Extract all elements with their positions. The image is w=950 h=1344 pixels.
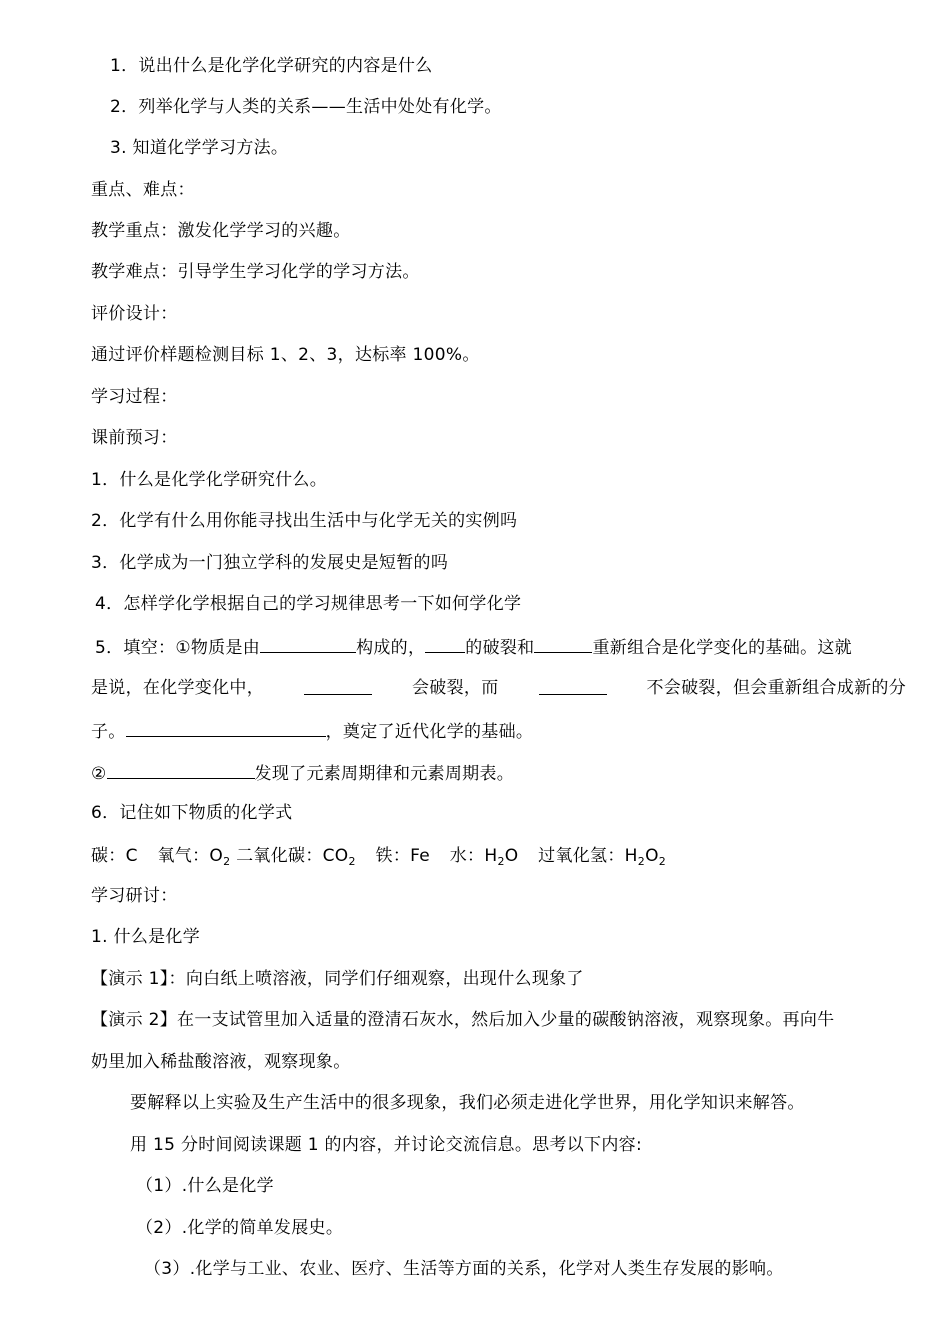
answer-blank[interactable] bbox=[107, 760, 255, 779]
question-3: （3）.化学与工业、农业、医疗、生活等方面的关系，化学对人类生存发展的影响。 bbox=[144, 1259, 784, 1279]
formula-oxygen: 氧气：$O_2$ bbox=[157, 846, 231, 868]
fill-in-line-2 bbox=[91, 676, 906, 700]
formula-water: 水：$H_2O$ bbox=[449, 846, 519, 868]
study-item-1: 1. 什么是化学 bbox=[91, 927, 201, 947]
preview-item-2: 2．化学有什么用你能寻找出生活中与化学无关的实例吗 bbox=[91, 511, 518, 531]
fill-in-text: 子。 bbox=[91, 722, 126, 742]
objective-2: 2．列举化学与人类的关系——生活中处处有化学。 bbox=[110, 97, 502, 117]
preview-item-4: 4．怎样学化学根据自己的学习规律思考一下如何学化学 bbox=[95, 594, 522, 614]
explain-text: 要解释以上实验及生产生活中的很多现象，我们必须走进化学世界，用化学知识来解答。 bbox=[130, 1093, 805, 1113]
formula-co2: 二氧化碳：$CO_2$ bbox=[236, 846, 356, 868]
answer-blank[interactable] bbox=[126, 718, 326, 737]
objective-1: 1．说出什么是化学化学研究的内容是什么 bbox=[110, 56, 433, 76]
formula-h2o2: 过氧化氢：$H_2O_2$ bbox=[538, 846, 667, 868]
fill-in-text: 不会破裂，但会重新组合成新的分 bbox=[646, 678, 906, 698]
evaluation-text: 通过评价样题检测目标 1、2、3，达标率 100%。 bbox=[91, 345, 480, 365]
teaching-difficulty: 教学难点：引导学生学习化学的学习方法。 bbox=[91, 262, 420, 282]
answer-blank[interactable] bbox=[304, 676, 372, 695]
answer-blank[interactable] bbox=[425, 634, 465, 653]
demo-2-line-2: 奶里加入稀盐酸溶液，观察现象。 bbox=[91, 1052, 351, 1072]
question-1: （1）.什么是化学 bbox=[136, 1176, 274, 1196]
preview-item-1: 1．什么是化学化学研究什么。 bbox=[91, 470, 328, 490]
answer-blank[interactable] bbox=[260, 634, 356, 653]
formula-heading: 6．记住如下物质的化学式 bbox=[91, 803, 293, 823]
study-heading: 学习研讨： bbox=[91, 886, 178, 906]
process-heading: 学习过程： bbox=[91, 387, 178, 407]
fill-in-text: 重新组合是化学变化的基础。这就 bbox=[592, 638, 852, 658]
formula-carbon: 碳：C bbox=[91, 846, 138, 866]
evaluation-heading: 评价设计： bbox=[91, 304, 178, 324]
fill-in-text: 发现了元素周期律和元素周期表。 bbox=[254, 764, 515, 784]
fill-in-text: 的破裂和 bbox=[465, 638, 535, 658]
fill-in-text: ，奠定了近代化学的基础。 bbox=[325, 722, 534, 742]
formula-iron: 铁：Fe bbox=[375, 846, 431, 866]
fill-in-text: 是说，在化学变化中， bbox=[91, 678, 264, 698]
answer-blank[interactable] bbox=[539, 676, 607, 695]
objective-3: 3. 知道化学学习方法。 bbox=[110, 138, 289, 158]
demo-1: 【演示 1】：向白纸上喷溶液，同学们仔细观察，出现什么现象了 bbox=[91, 969, 584, 989]
fill-in-text: 构成的， bbox=[356, 638, 426, 658]
answer-blank[interactable] bbox=[534, 634, 592, 653]
fill-in-line-4 bbox=[91, 760, 906, 786]
demo-2-line-1: 【演示 2】在一支试管里加入适量的澄清石灰水，然后加入少量的碳酸钠溶液，观察现象。再向牛 bbox=[91, 1010, 835, 1030]
fill-in-text: 5．填空：①物质是由 bbox=[95, 638, 261, 658]
preview-heading: 课前预习： bbox=[91, 428, 178, 448]
fill-in-text: ② bbox=[91, 764, 107, 784]
key-points-heading: 重点、难点： bbox=[91, 180, 195, 200]
preview-item-3: 3．化学成为一门独立学科的发展史是短暂的吗 bbox=[91, 553, 449, 573]
formula-list bbox=[91, 844, 906, 868]
reading-instruction: 用 15 分时间阅读课题 1 的内容，并讨论交流信息。思考以下内容: bbox=[130, 1135, 642, 1155]
teaching-focus: 教学重点：激发化学学习的兴趣。 bbox=[91, 221, 351, 241]
fill-in-text: 会破裂，而 bbox=[412, 678, 499, 698]
question-2: （2）.化学的简单发展史。 bbox=[136, 1218, 344, 1238]
fill-in-line-1 bbox=[95, 634, 906, 660]
fill-in-line-3 bbox=[91, 718, 906, 744]
